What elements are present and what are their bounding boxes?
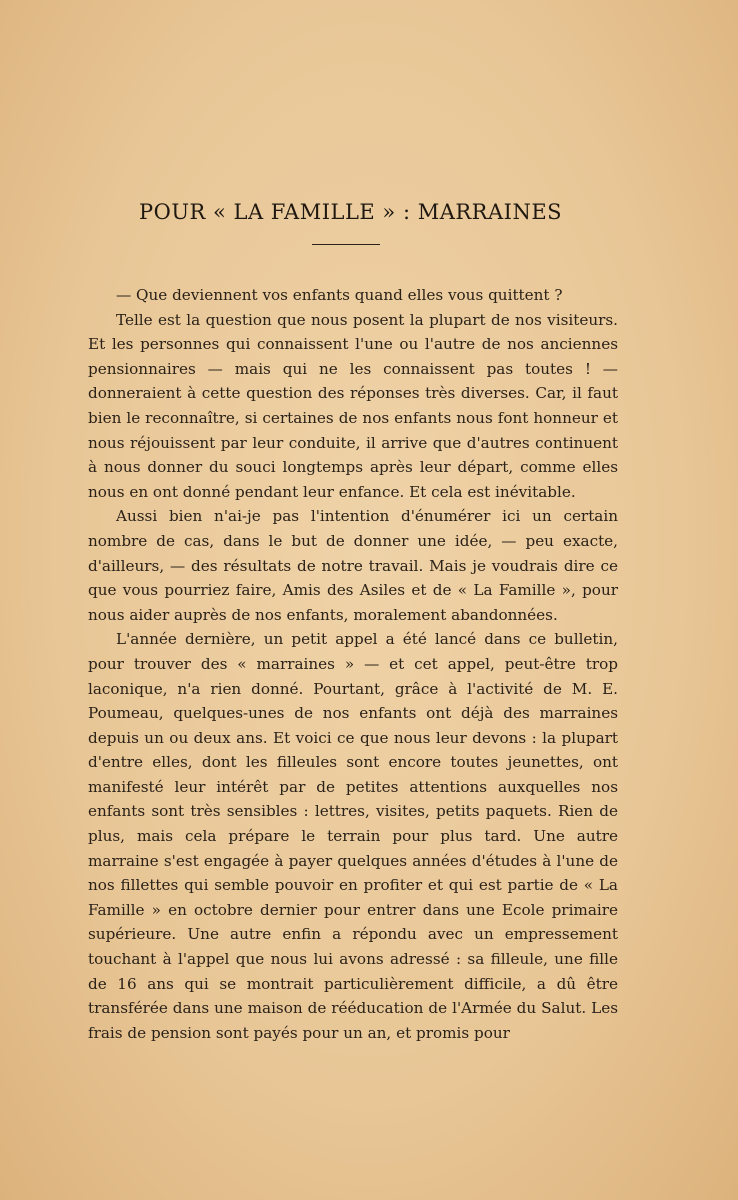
paragraph: L'année dernière, un petit appel a été lancé dans ce bulletin, pour trouver des « marraines » — et cet appel, peut-être trop laconique, n'a rien donné. Pourtant, grâce à l'activité de M. E. Poumeau, quelques-unes de nos enfants ont déjà des marraines depuis un ou deux ans. Et voici ce que nous leur devons : la plupart d'entre elles, dont les filleules sont encore toutes jeunettes, ont manifesté leur intérêt par de petites attentions auxquelles nos enfants sont très sensibles : lettres, visites, petits paquets. Rien de plus, mais cela prépare le terrain pour plus tard. Une autre marraine s'est engagée à payer quelques années d'études à l'une de nos fillettes qui semble pouvoir en profiter et qui est partie de « La Famille » en octobre dernier pour entrer dans une Ecole primaire supérieure. Une autre enfin a répondu avec un empressement touchant à l'appel que nous lui avons adressé : sa filleule, une fille de 16 ans qui se montrait particulièrement difficile, a dû être transférée dans une maison de rééducation de l'Armée du Salut. Les frais de pension sont payés pour un an, et promis pour [88,630,618,1042]
paragraph: Aussi bien n'ai-je pas l'intention d'énumérer ici un certain nombre de cas, dans le but de donner une idée, — peu exacte, d'ailleurs, — des résultats de notre travail. Mais je voudrais dire ce que vous pourriez faire, Amis des Asiles et de « La Famille », pour nous aider auprès de nos enfants, moralement abandonnées. [88,507,618,624]
paragraph: — Que deviennent vos enfants quand elles vous quittent ? [116,286,563,304]
title-rule [312,244,380,245]
paragraph: Telle est la question que nous posent la plupart de nos visiteurs. Et les personnes qui connaissent l'une ou l'autre de nos anciennes pensionnaires — mais qui ne les connaissent pas toutes ! — donneraient à cette question des réponses très diverses. Car, il faut bien le reconnaître, si certaines de nos enfants nous font honneur et nous réjouissent par leur conduite, il arrive que d'autres continuent à nous donner du souci longtemps après leur départ, comme elles nous en ont donné pendant leur enfance. Et cela est inévitable. [88,310,618,501]
article-body [88,283,618,1045]
page [88,200,618,1045]
page-title: POUR « LA FAMILLE » : MARRAINES [138,200,563,224]
